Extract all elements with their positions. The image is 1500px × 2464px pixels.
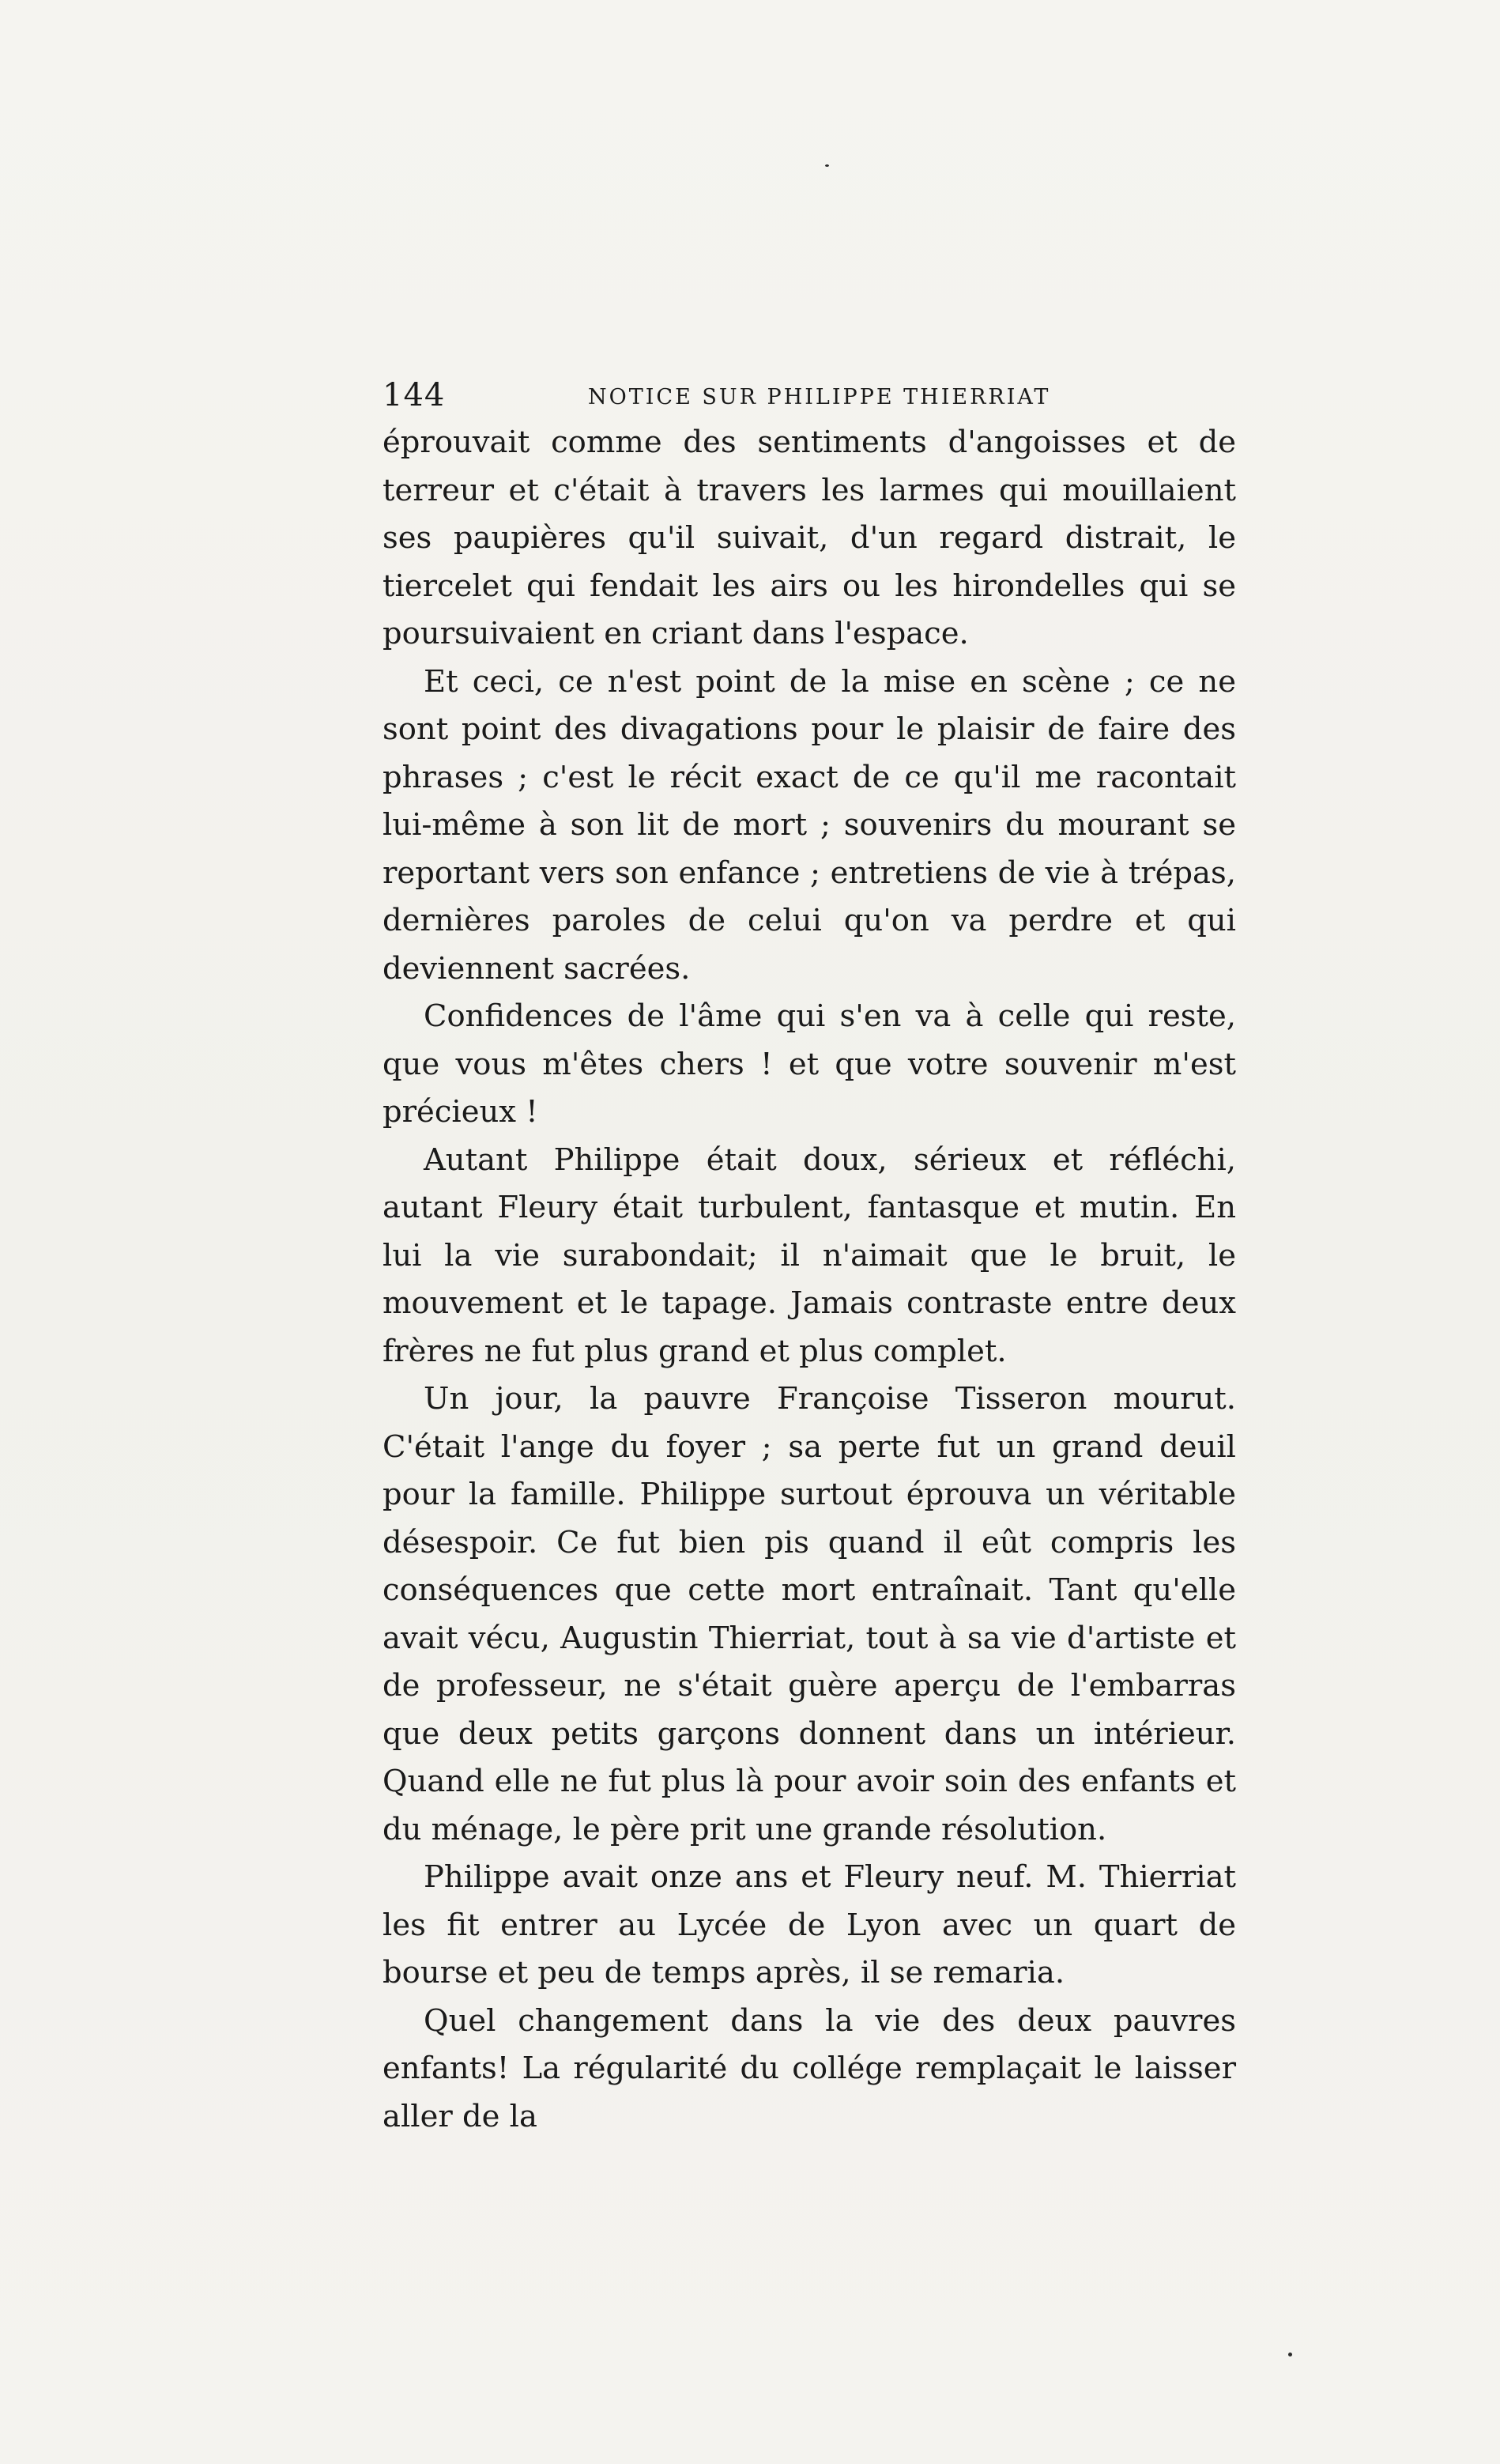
paragraph: Philippe avait onze ans et Fleury neuf. M. Thierriat les fit entrer au Lycée de Lyon avec un quart de bourse et peu de temps après, il se remaria. [383, 1859, 1236, 1990]
paragraph: Un jour, la pauvre Françoise Tisseron mourut. C'était l'ange du foyer ; sa perte fut un grand deuil pour la famille. Philippe surtout éprouva un véritable désespoir. Ce fut bien pis quand il eût compris les conséquences que cette mort entraînait. Tant qu'elle avait vécu, Augustin Thierriat, tout à sa vie d'artiste et de professeur, ne s'était guère aperçu de l'embarras que deux petits garçons donnent dans un intérieur. Quand elle ne fut plus là pour avoir soin des enfants et du ménage, le père prit une grande résolution. [383, 1381, 1236, 1847]
scan-speck [1288, 2353, 1292, 2356]
running-title: NOTICE SUR PHILIPPE THIERRIAT [588, 385, 1051, 409]
body-text [383, 419, 1236, 2141]
paragraph: Et ceci, ce n'est point de la mise en scène ; ce ne sont point des divagations pour le plaisir de faire des phrases ; c'est le récit exact de ce qu'il me racontait lui-même à son lit de mort ; souvenirs du mourant se reportant vers son enfance ; entretiens de vie à trépas, dernières paroles de celui qu'on va perdre et qui deviennent sacrées. [383, 663, 1236, 987]
scan-speck [825, 164, 829, 167]
paragraph: Confidences de l'âme qui s'en va à celle qui reste, que vous m'êtes chers ! et que votre souvenir m'est précieux ! [383, 998, 1236, 1130]
running-head [383, 372, 1236, 419]
paragraph: Autant Philippe était doux, sérieux et réfléchi, autant Fleury était turbulent, fantasque et mutin. En lui la vie surabondait; il n'aimait que le bruit, le mouvement et le tapage. Jamais contraste entre deux frères ne fut plus grand et plus complet. [383, 1141, 1236, 1369]
paragraph: Quel changement dans la vie des deux pauvres enfants! La régularité du collége remplaçait le laisser aller de la [383, 2002, 1236, 2134]
paragraph-continuation: éprouvait comme des sentiments d'angoisses et de terreur et c'était à travers les larmes qui mouillaient ses paupières qu'il suivait, d'un regard distrait, le tiercelet qui fendait les airs ou les hirondelles qui se poursuivaient en criant dans l'espace. [383, 425, 1236, 651]
page-number: 144 [383, 377, 446, 413]
